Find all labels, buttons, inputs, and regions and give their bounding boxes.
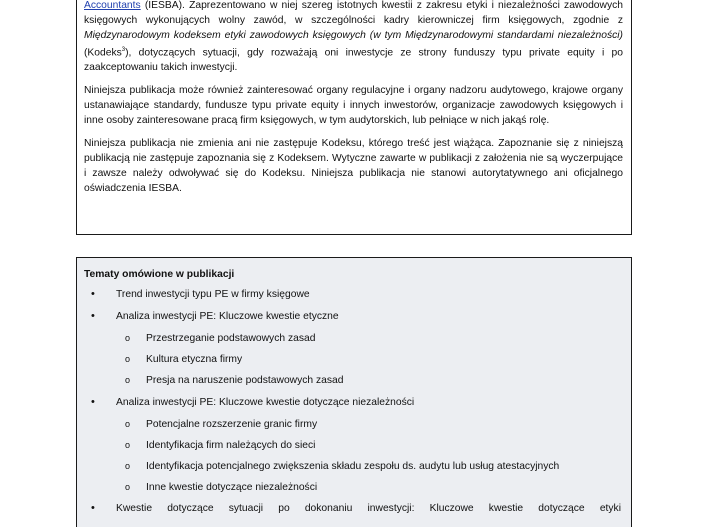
topics-list (84, 287, 623, 516)
circle-bullet-icon: o (125, 419, 131, 429)
topic-item: • Analiza inwestycji PE: Kluczowe kwestie dotyczące niezależności (91, 396, 415, 408)
topic-item: • Analiza inwestycji PE: Kluczowe kwestie etyczne (91, 310, 339, 322)
topic-item: • Kwestie dotyczące sytuacji po dokonaniu inwestycji: Kluczowe kwestie dotyczące etyki (91, 502, 621, 514)
subtopic-item: o Inne kwestie dotyczące niezależności (125, 482, 318, 493)
circle-bullet-icon: o (125, 461, 131, 471)
circle-bullet-icon: o (125, 440, 131, 450)
subtopic-item: o Identyfikacja firm należących do sieci (125, 440, 316, 451)
subtopic-item: o Przestrzeganie podstawowych zasad (125, 333, 316, 344)
circle-bullet-icon: o (125, 375, 131, 385)
subtopic-item: o Kultura etyczna firmy (125, 354, 243, 365)
topic-item: • Trend inwestycji typu PE w firmy księgowe (91, 288, 310, 300)
topics-box (76, 257, 632, 527)
bullet-icon: • (91, 502, 95, 514)
subtopic-item: o Identyfikacja potencjalnego zwiększenia składu zespołu ds. audytu lub usług atestacyjnych (125, 461, 560, 472)
footnote-ref[interactable]: 3 (121, 47, 126, 53)
circle-bullet-icon: o (125, 333, 131, 343)
iesba-link[interactable]: Accountants (84, 0, 141, 11)
bullet-icon: • (91, 288, 95, 300)
topics-title: Tematy omówione w publikacji (84, 269, 235, 280)
circle-bullet-icon: o (125, 482, 131, 492)
intro-paragraph-1: Accountants (IESBA). Zaprezentowano w niej szereg istotnych kwestii z zakresu etyki i niezależności zawodowych księgowych wykonujących wolny zawód, w szczególności kadry kierowniczej firm księgowych, zgodnie z Międzynarodowym kodeksem etyki zawodowych księgowych (w tym Międzynarodowymi standardami niezależności) (Kodeks$^3$), dotyczących sytuacji, gdy rozważają oni inwestycje ze strony funduszy typu private equity i po zaakceptowaniu takich inwestycji. (84, 0, 623, 74)
circle-bullet-icon: o (125, 354, 131, 364)
subtopic-item: o Potencjalne rozszerzenie granic firmy (125, 419, 318, 430)
intro-box (76, 0, 632, 235)
bullet-icon: • (91, 396, 95, 408)
subtopic-item: o Presja na naruszenie podstawowych zasad (125, 375, 344, 386)
bullet-icon: • (91, 310, 95, 322)
intro-paragraph-3: Niniejsza publikacja nie zmienia ani nie zastępuje Kodeksu, którego treść jest wiążąca. Zapoznanie się z niniejszą publikacją nie zastępuje zapoznania się z Kodeksem. Wytyczne zawarte w publikacji z założenia nie są wyczerpujące i zawsze należy odwoływać się do Kodeksu. Niniejsza publikacja nie stanowi autorytatywnego ani oficjalnego oświadczenia IESBA. (84, 138, 623, 195)
intro-paragraph-2: Niniejsza publikacja może również zainteresować organy regulacyjne i organy nadzoru audytowego, krajowe organy ustanawiające standardy, fundusze typu private equity i innych inwestorów, organizacje zawodowych księgowych i inne osoby zainteresowane pracą firm księgowych, w tym audytorskich, lub pełniące w nich jakąś rolę. (84, 85, 623, 127)
